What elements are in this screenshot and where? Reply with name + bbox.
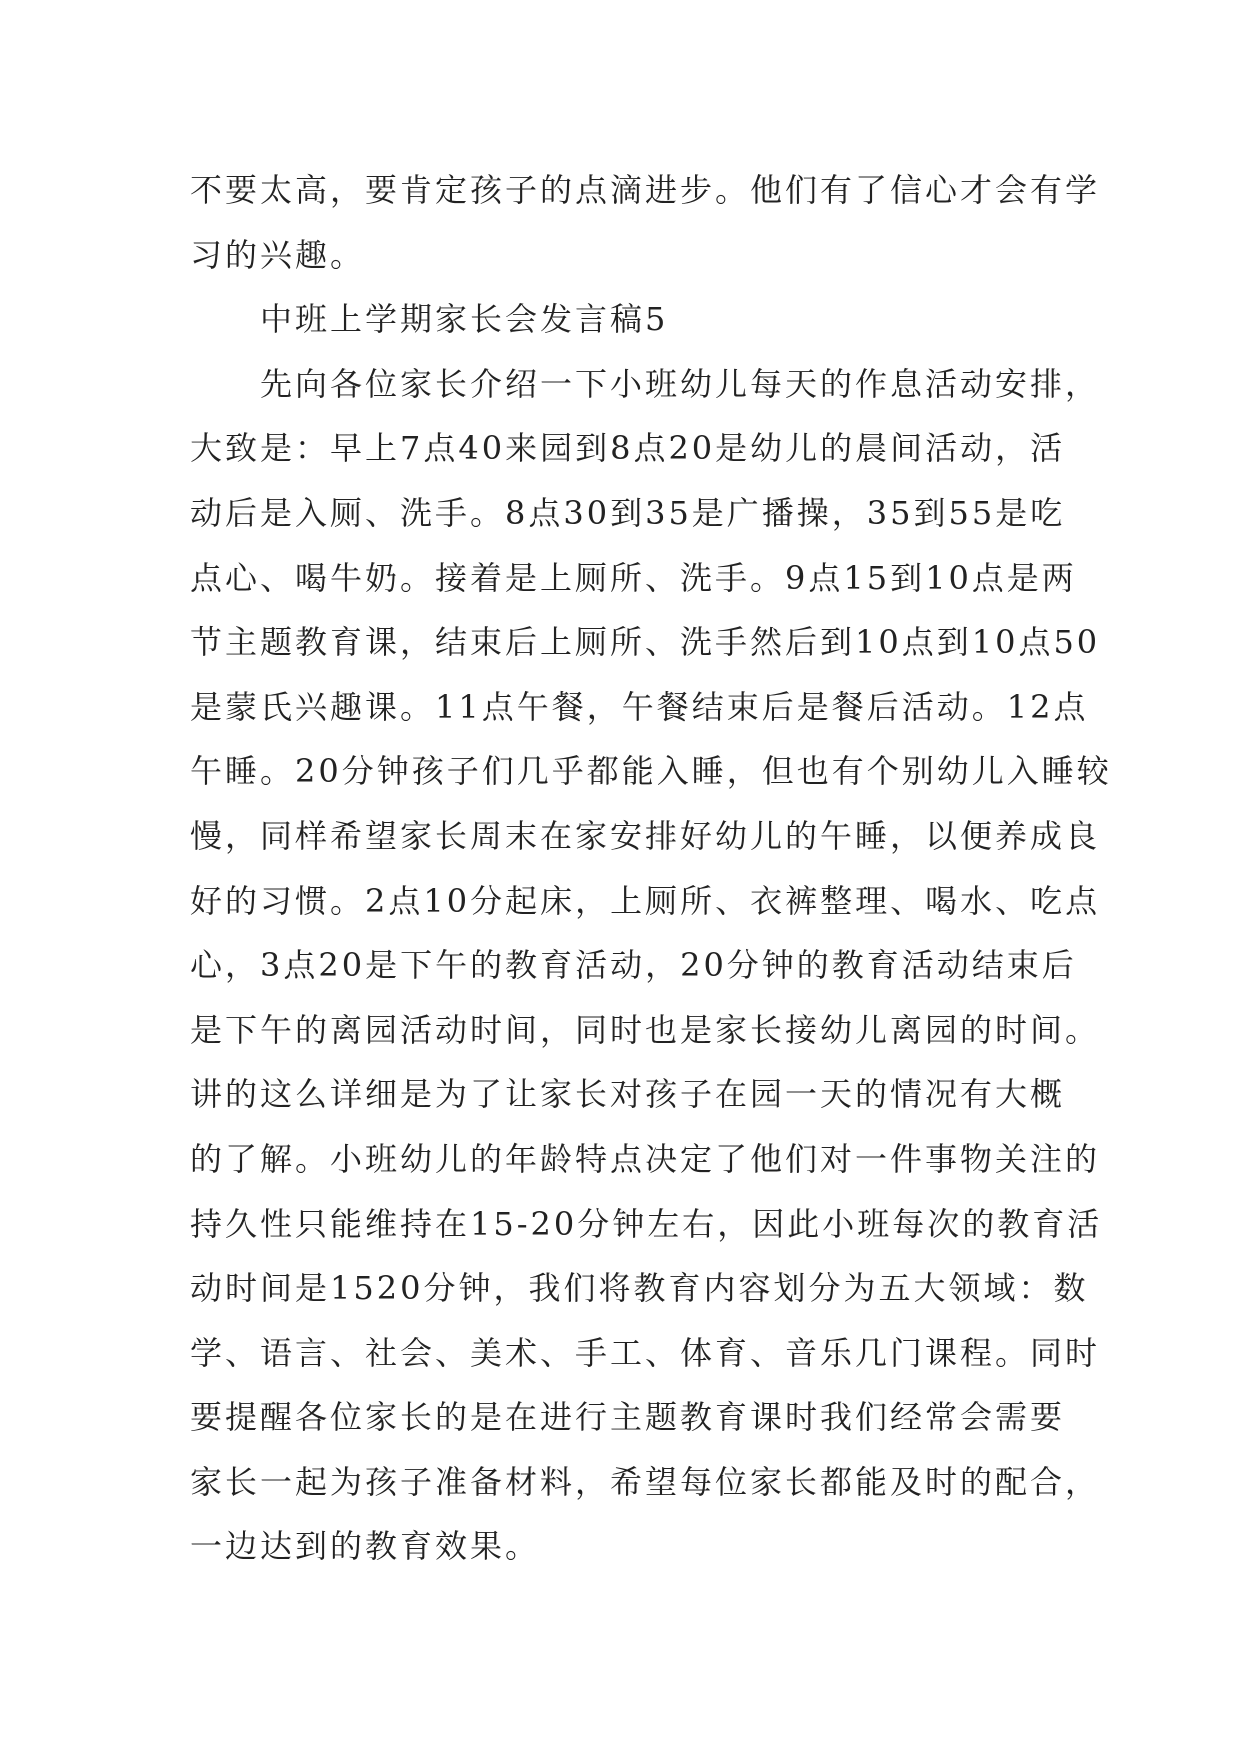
text-line: 心，3点20是下午的教育活动，20分钟的教育活动结束后 bbox=[190, 946, 1077, 985]
body-paragraph bbox=[190, 352, 1112, 1579]
text-line: 动时间是1520分钟，我们将教育内容划分为五大领域：数 bbox=[190, 1269, 1089, 1308]
text-line: 不要太高，要肯定孩子的点滴进步。他们有了信心才会有学 bbox=[190, 171, 1101, 209]
text-line: 讲的这么详细是为了让家长对孩子在园一天的情况有大概 bbox=[190, 1075, 1066, 1114]
continued-paragraph bbox=[190, 158, 1101, 287]
text-line: 学、语言、社会、美术、手工、体育、音乐几门课程。同时 bbox=[190, 1333, 1101, 1372]
text-line: 好的习惯。2点10分起床，上厕所、衣裤整理、喝水、吃点 bbox=[190, 881, 1101, 920]
text-line: 的了解。小班幼儿的年龄特点决定了他们对一件事物关注的 bbox=[190, 1139, 1101, 1178]
text-line: 家长一起为孩子准备材料，希望每位家长都能及时的配合， bbox=[190, 1462, 1101, 1501]
section-title: 中班上学期家长会发言稿5 bbox=[260, 300, 669, 339]
text-line: 点心、喝牛奶。接着是上厕所、洗手。9点15到10点是两 bbox=[190, 558, 1077, 597]
text-line: 动后是入厕、洗手。8点30到35是广播操，35到55是吃 bbox=[190, 493, 1066, 532]
text-line: 节主题教育课，结束后上厕所、洗手然后到10点到10点50 bbox=[190, 623, 1101, 662]
text-line: 是下午的离园活动时间，同时也是家长接幼儿离园的时间。 bbox=[190, 1010, 1101, 1049]
text-line: 午睡。20分钟孩子们几乎都能入睡，但也有个别幼儿入睡较 bbox=[190, 752, 1112, 791]
text-line: 要提醒各位家长的是在进行主题教育课时我们经常会需要 bbox=[190, 1398, 1066, 1437]
text-line: 习的兴趣。 bbox=[190, 235, 366, 274]
text-line: 是蒙氏兴趣课。11点午餐，午餐结束后是餐后活动。12点 bbox=[190, 687, 1089, 726]
text-line: 慢，同样希望家长周末在家安排好幼儿的午睡，以便养成良 bbox=[190, 816, 1101, 855]
text-line: 大致是：早上7点40来园到8点20是幼儿的晨间活动，活 bbox=[190, 429, 1066, 468]
document-body bbox=[190, 158, 1112, 1579]
text-line: 一边达到的教育效果。 bbox=[190, 1527, 541, 1566]
text-line: 先向各位家长介绍一下小班幼儿每天的作息活动安排， bbox=[260, 364, 1101, 403]
text-line: 持久性只能维持在15-20分钟左右，因此小班每次的教育活 bbox=[190, 1204, 1103, 1243]
